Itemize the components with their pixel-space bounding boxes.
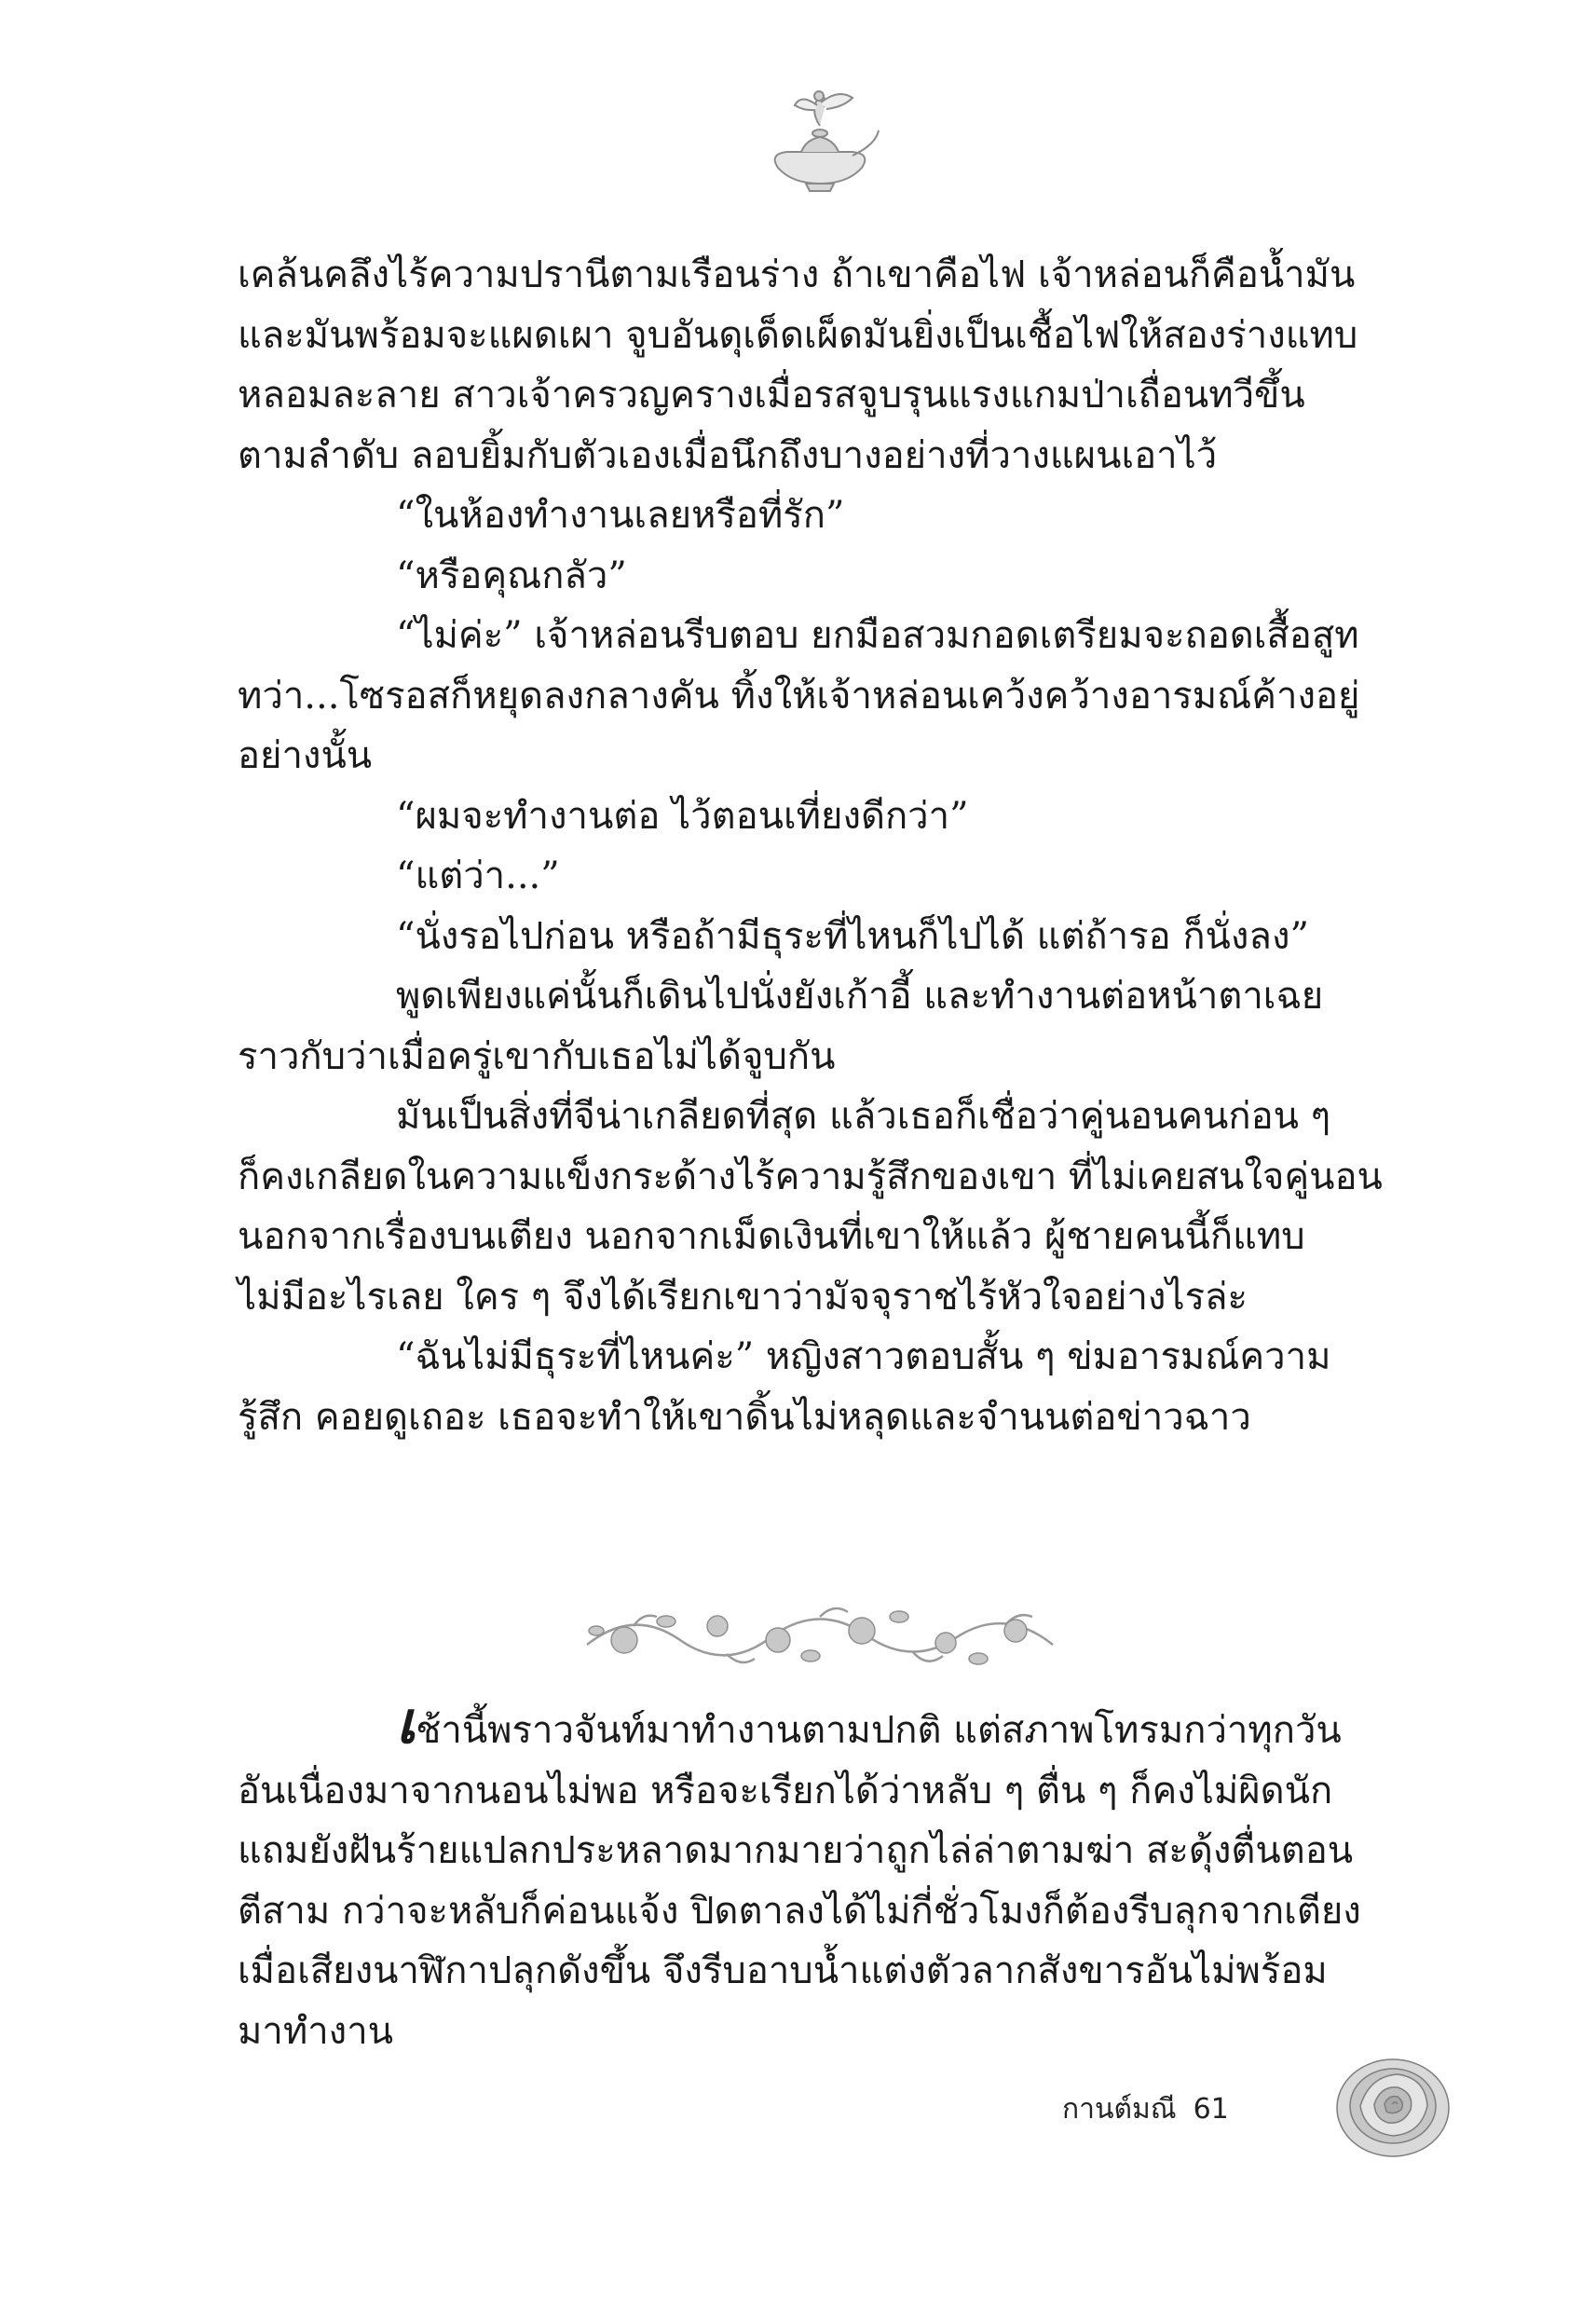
paragraph-line: ก็คงเกลียดในความแข็งกระด้างไร้ความรู้สึกของเขา ที่ไม่เคยสนใจคู่นอน xyxy=(238,1155,1383,1198)
page-number: 61 xyxy=(1193,2093,1229,2126)
dialogue-line: “ในห้องทำงานเลยหรือที่รัก” xyxy=(396,494,845,537)
paragraph-line: พูดเพียงแค่นั้นก็เดินไปนั่งยังเก้าอี้ และทำงานต่อหน้าตาเฉย xyxy=(396,975,1324,1018)
paragraph-line: ไม่มีอะไรเลย ใคร ๆ จึงได้เรียกเขาว่ามัจจุราชไร้หัวใจอย่างไรล่ะ xyxy=(238,1275,1248,1319)
paragraph-line: ทว่า...โซรอสก็หยุดลงกลางคัน ทิ้งให้เจ้าหล่อนเคว้งคว้างอารมณ์ค้างอยู่ xyxy=(238,674,1360,718)
dialogue-line: “หรือคุณกลัว” xyxy=(396,554,627,597)
drop-cap: เ xyxy=(396,1689,416,1757)
floral-vine-icon xyxy=(578,1589,1062,1682)
paragraph-line: หลอมละลาย สาวเจ้าครวญครางเมื่อรสจูบรุนแรงแกมป่าเถื่อนทวีขึ้น xyxy=(238,374,1305,417)
paragraph-line-text: ช้านี้พราวจันท์มาทำงานตามปกติ แต่สภาพโทรมกว่าทุกวัน xyxy=(416,1709,1342,1752)
rose-icon xyxy=(1332,2050,1453,2162)
dialogue-line: “ไม่ค่ะ” เจ้าหล่อนรีบตอบ ยกมือสวมกอดเตรียมจะถอดเสื้อสูท xyxy=(396,614,1359,657)
paragraph-line: นอกจากเรื่องบนเตียง นอกจากเม็ดเงินที่เขาให้แล้ว ผู้ชายคนนี้ก็แทบ xyxy=(238,1215,1305,1258)
paragraph-line: และมันพร้อมจะแผดเผา จูบอันดุเด็ดเผ็ดมันยิ่งเป็นเชื้อไฟให้สองร่างแทบ xyxy=(238,313,1358,357)
paragraph-line: ราวกับว่าเมื่อครู่เขากับเธอไม่ได้จูบกัน xyxy=(238,1034,836,1078)
paragraph-line: อย่างนั้น xyxy=(238,734,373,777)
dialogue-line: “แต่ว่า...” xyxy=(396,855,560,897)
dialogue-line: “ผมจะทำงานต่อ ไว้ตอนเที่ยงดีกว่า” xyxy=(396,794,969,838)
paragraph-line: ตามลำดับ ลอบยิ้มกับตัวเองเมื่อนึกถึงบางอย่างที่วางแผนเอาไว้ xyxy=(238,433,1218,477)
paragraph-line: อันเนื่องมาจากนอนไม่พอ หรือจะเรียกได้ว่าหลับ ๆ ตื่น ๆ ก็คงไม่ผิดนัก xyxy=(238,1769,1333,1812)
book-title: กานต์มณี xyxy=(1062,2093,1177,2126)
paragraph-line: รู้สึก คอยดูเถอะ เธอจะทำให้เขาดิ้นไม่หลุดและจำนนต่อข่าวฉาว xyxy=(238,1395,1251,1439)
lamp-fairy-icon xyxy=(759,79,880,200)
story-text-section-1 xyxy=(238,245,1425,1447)
paragraph-line: เมื่อเสียงนาฬิกาปลุกดังขึ้น จึงรีบอาบน้ำแต่งตัวลากสังขารอันไม่พร้อม xyxy=(238,1949,1328,1992)
dialogue-line: “นั่งรอไปก่อน หรือถ้ามีธุระที่ไหนก็ไปได้ แต่ถ้ารอ ก็นั่งลง” xyxy=(396,914,1309,958)
dialogue-line: “ฉันไม่มีธุระที่ไหนค่ะ” หญิงสาวตอบสั้น ๆ ข่มอารมณ์ความ xyxy=(396,1335,1331,1378)
paragraph-line xyxy=(238,1689,1425,1761)
paragraph-line: แถมยังฝันร้ายแปลกประหลาดมากมายว่าถูกไล่ล่าตามฆ่า สะดุ้งตื่นตอน xyxy=(238,1829,1354,1872)
paragraph-line: เคล้นคลึงไร้ความปรานีตามเรือนร่าง ถ้าเขาคือไฟ เจ้าหล่อนก็คือน้ำมัน xyxy=(238,253,1356,296)
paragraph-line: มาทำงาน xyxy=(238,2009,393,2053)
paragraph-line: มันเป็นสิ่งที่จีน่าเกลียดที่สุด แล้วเธอก็เชื่อว่าคู่นอนคนก่อน ๆ xyxy=(396,1095,1331,1138)
page-footer xyxy=(1062,2087,1229,2131)
paragraph-line: ตีสาม กว่าจะหลับก็ค่อนแจ้ง ปิดตาลงได้ไม่กี่ชั่วโมงก็ต้องรีบลุกจากเตียง xyxy=(238,1889,1361,1933)
story-text-section-2 xyxy=(238,1689,1425,2061)
